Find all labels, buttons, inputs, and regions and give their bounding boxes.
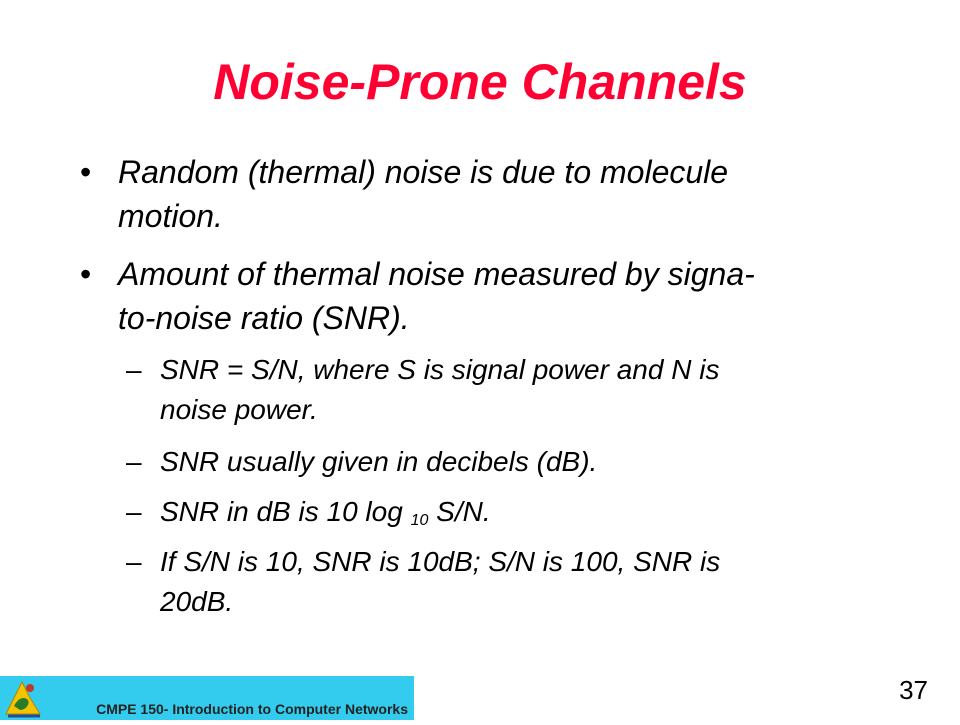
- page-number: 37: [899, 675, 928, 705]
- bullet-line: to-noise ratio (SNR).: [118, 300, 410, 336]
- sub-bullet-text: [160, 442, 886, 482]
- sub-bullet-text: [160, 350, 886, 430]
- sub-bullet-marker: –: [126, 546, 142, 577]
- bullet-line: Random (thermal) noise is due to molecule: [118, 154, 729, 190]
- sub-bullet-line: SNR = S/N, where S is signal power and N is: [160, 354, 720, 385]
- sub-bullet-marker: –: [126, 496, 142, 527]
- slide-title: Noise-Prone Channels: [213, 54, 747, 110]
- sub-bullet-marker: –: [126, 354, 142, 385]
- bullet-item: [80, 150, 880, 238]
- sub-bullet-line: noise power.: [160, 394, 318, 425]
- bullet-item: [80, 252, 880, 340]
- sub-bullet-line: If S/N is 10, SNR is 10dB; S/N is 100, SNR is: [160, 546, 721, 577]
- sub-bullet-item: [126, 442, 886, 482]
- log-subscript: 10: [410, 512, 429, 529]
- bullet-text: [118, 150, 880, 238]
- sub-bullet-text: [160, 492, 886, 541]
- sub-bullet-line: 20dB.: [160, 586, 234, 617]
- bullet-marker: •: [80, 256, 92, 292]
- sub-bullet-item: [126, 492, 886, 541]
- sub-bullet-marker: –: [126, 446, 142, 477]
- sub-bullet-text: [160, 542, 886, 622]
- sub-bullet-line: SNR usually given in decibels (dB).: [160, 446, 598, 477]
- sub-bullet-item: [126, 350, 886, 430]
- sub-bullet-item: [126, 542, 886, 622]
- footer-bar: [0, 676, 414, 720]
- formula-prefix: SNR in dB is 10 log: [160, 496, 403, 527]
- formula-suffix: S/N.: [436, 496, 491, 527]
- bullet-line: Amount of thermal noise measured by signa-: [118, 256, 755, 292]
- bullet-marker: •: [80, 154, 92, 190]
- footer-course-title: CMPE 150- Introduction to Computer Networks: [96, 701, 408, 717]
- bullet-text: [118, 252, 880, 340]
- bullet-line: motion.: [118, 198, 223, 234]
